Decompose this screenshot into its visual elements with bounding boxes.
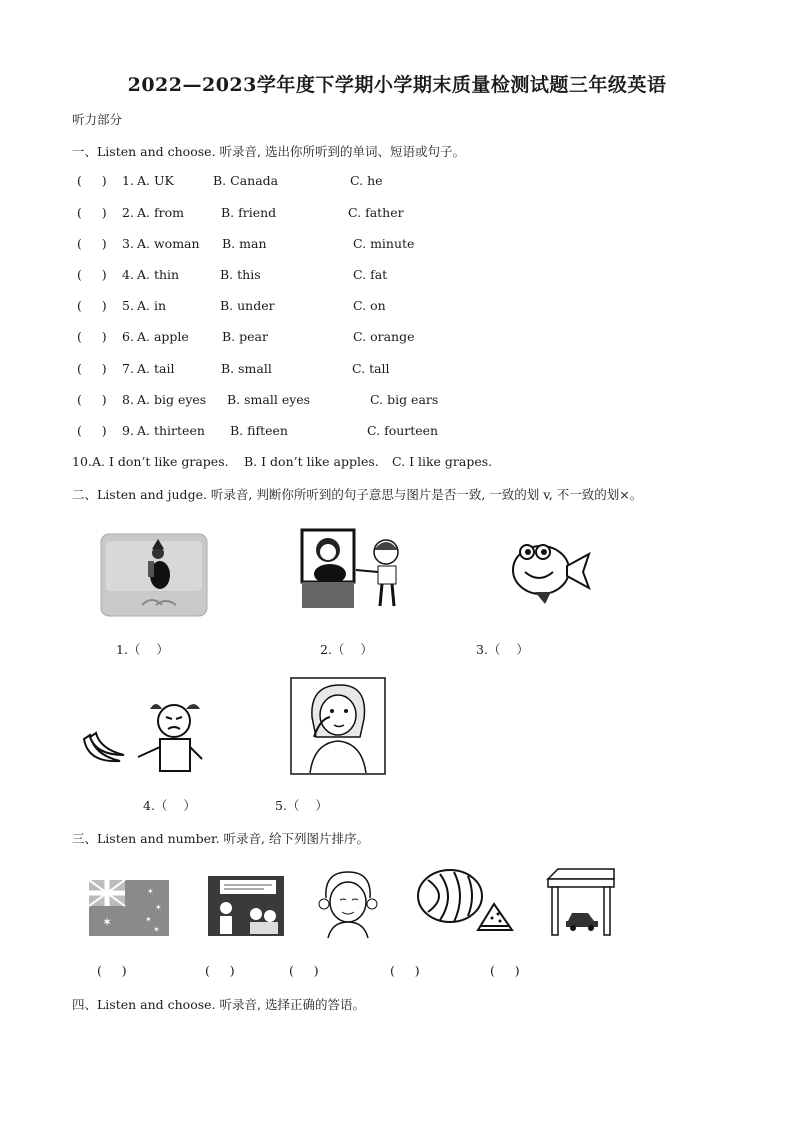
option-c: C. big ears [370, 392, 439, 407]
question-number: 5. [122, 298, 134, 313]
answer-paren[interactable]: ( ) [77, 267, 107, 282]
question-number: 4. [122, 267, 134, 282]
answer-paren[interactable]: ( ) [77, 298, 107, 313]
svg-text:✶: ✶ [101, 915, 113, 929]
question-number: 8. [122, 392, 134, 407]
option-a: A. thin [137, 267, 180, 282]
svg-text:✶: ✶ [145, 915, 152, 924]
option-c: C. he [350, 173, 383, 188]
question-number: 1. [122, 173, 134, 188]
question-number: 2. [122, 205, 134, 220]
answer-paren[interactable]: 1.（ ） [116, 642, 169, 657]
option-b: B. Canada [213, 173, 279, 188]
question-number: 6. [122, 329, 134, 344]
answer-paren[interactable]: ( ) [77, 329, 107, 344]
option-c: C. father [348, 205, 404, 220]
answer-paren[interactable]: 5.（ ） [275, 798, 328, 813]
answer-paren[interactable]: 4.（ ） [143, 798, 196, 813]
section3-heading: 三、Listen and number. 听录音, 给下列图片排序。 [72, 831, 369, 846]
picture-girl-silhouette [100, 533, 208, 617]
answer-paren[interactable]: ( ) [77, 361, 107, 376]
option-b: B. small [221, 361, 272, 376]
question-number: 9. [122, 423, 134, 438]
option-a: A. UK [137, 173, 174, 188]
option-c: C. on [353, 298, 386, 313]
option-a: A. I don’t like grapes. [92, 454, 229, 469]
option-c: C. orange [353, 329, 415, 344]
option-b: B. this [220, 267, 261, 282]
question-number: 10. [72, 454, 92, 469]
answer-paren[interactable]: ( ) [77, 236, 107, 251]
option-c: C. tall [352, 361, 390, 376]
picture-girl-bananas [80, 697, 212, 773]
answer-paren[interactable]: ( ) [77, 173, 107, 188]
answer-paren[interactable]: ( ) [205, 963, 235, 978]
option-b: B. friend [221, 205, 277, 220]
svg-text:✶: ✶ [147, 887, 154, 896]
option-b: B. I don’t like apples. [244, 454, 379, 469]
picture-australia-flag [89, 880, 169, 936]
answer-paren[interactable]: ( ) [77, 423, 107, 438]
option-b: B. fifteen [230, 423, 288, 438]
answer-paren[interactable]: ( ) [390, 963, 420, 978]
picture-fish [505, 536, 591, 606]
option-a: A. woman [137, 236, 200, 251]
svg-text:✶: ✶ [155, 903, 162, 912]
picture-watermelon [416, 866, 516, 934]
answer-paren[interactable]: ( ) [490, 963, 520, 978]
svg-text:✶: ✶ [153, 925, 160, 934]
page-title: 2022—2023学年度下学期小学期末质量检测试题三年级英语 [127, 74, 667, 96]
option-b: B. man [222, 236, 267, 251]
option-c: C. I like grapes. [392, 454, 493, 469]
picture-classroom [208, 876, 284, 936]
option-c: C. fat [353, 267, 388, 282]
option-b: B. under [220, 298, 275, 313]
section1-heading: 一、Listen and choose. 听录音, 选出你所听到的单词、短语或句子。 [72, 144, 465, 159]
question-number: 7. [122, 361, 134, 376]
answer-paren[interactable]: 3.（ ） [476, 642, 529, 657]
answer-paren[interactable]: ( ) [97, 963, 127, 978]
listening-heading: 听力部分 [72, 112, 123, 127]
option-c: C. minute [353, 236, 415, 251]
option-a: A. apple [137, 329, 189, 344]
section2-heading: 二、Listen and judge. 听录音, 判断你所听到的句子意思与图片是否一致, 一致的划 v, 不一致的划×。 [72, 487, 643, 502]
picture-girl-face [316, 868, 380, 938]
answer-paren[interactable]: ( ) [289, 963, 319, 978]
picture-boy-pointing-portrait [300, 528, 410, 610]
option-a: A. tail [137, 361, 175, 376]
option-a: A. from [137, 205, 184, 220]
section4-heading: 四、Listen and choose. 听录音, 选择正确的答语。 [72, 997, 365, 1012]
option-a: A. thirteen [137, 423, 205, 438]
answer-paren[interactable]: 2.（ ） [320, 642, 373, 657]
answer-paren[interactable]: ( ) [77, 392, 107, 407]
picture-car-under-table [546, 867, 616, 937]
answer-paren[interactable]: ( ) [77, 205, 107, 220]
option-a: A. in [137, 298, 167, 313]
option-b: B. pear [222, 329, 268, 344]
option-a: A. big eyes [137, 392, 207, 407]
option-b: B. small eyes [227, 392, 311, 407]
option-c: C. fourteen [367, 423, 439, 438]
question-number: 3. [122, 236, 134, 251]
picture-girl-touching-face [290, 677, 386, 775]
